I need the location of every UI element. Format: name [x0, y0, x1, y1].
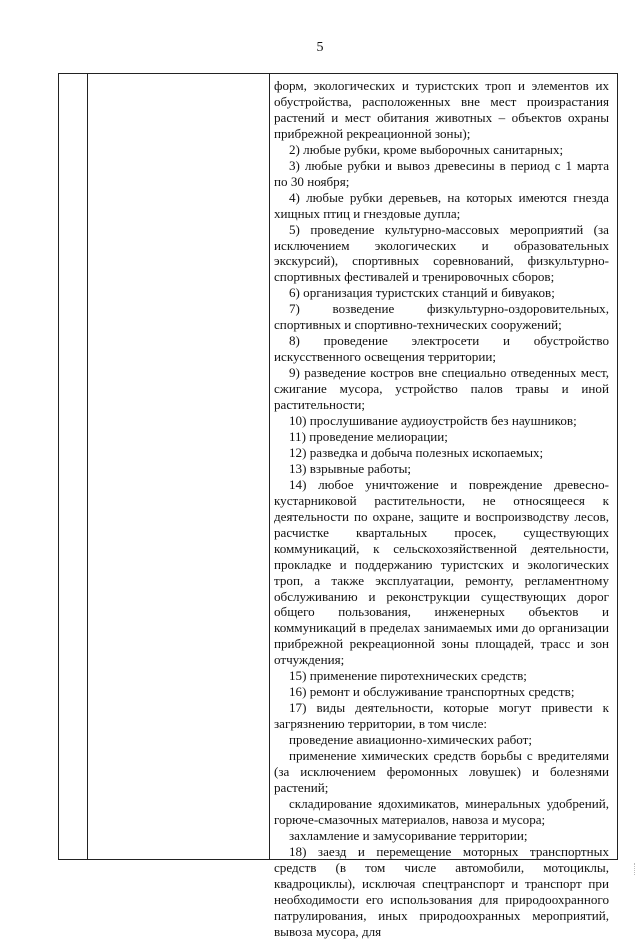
restriction-paragraph: 8) проведение электросети и обустройство искусственного освещения территории;	[274, 333, 609, 365]
restriction-paragraph: 7) возведение физкультурно-оздоровительных, спортивных и спортивно-технических сооружений;	[274, 301, 609, 333]
column-divider-2	[269, 74, 270, 859]
restriction-paragraph: 15) применение пиротехнических средств;	[289, 668, 527, 684]
restriction-paragraph: применение химических средств борьбы с вредителями (за исключением феромонных ловушек) и болезнями растений;	[274, 748, 609, 795]
restriction-paragraph: 5) проведение культурно-массовых мероприятий (за исключением экологических и образовательных экскурсий), спортивных соревнований, физкультурно-спортивных фестивалей и тренировочных сборов;	[274, 221, 609, 285]
restriction-paragraph: 16) ремонт и обслуживание транспортных средств;	[289, 684, 575, 700]
restriction-paragraph: 13) взрывные работы;	[289, 460, 412, 476]
restriction-paragraph: 18) заезд и перемещение моторных транспортных средств (в том числе автомобили, мотоциклы, квадроциклы), исключая спецтранспорт и транспорт при необходимости его использования для природоохранного патрулирования, иных природоохранных мероприятий, вывоза мусора, для	[274, 843, 609, 939]
scan-artifact	[634, 863, 638, 875]
restriction-paragraph: проведение авиационно-химических работ;	[289, 732, 533, 748]
restriction-paragraph: форм, экологических и туристских троп и элементов их обустройства, расположенных вне мест произрастания растений и мест обитания животных – объектов охраны прибрежной рекреационной зоны);	[274, 78, 609, 141]
restriction-paragraph: 6) организация туристских станций и бивуаков;	[289, 285, 555, 301]
restriction-paragraph: 4) любые рубки деревьев, на которых имеются гнезда хищных птиц и гнездовые дупла;	[274, 189, 609, 221]
restriction-paragraph: 3) любые рубки и вывоз древесины в период с 1 марта по 30 ноября;	[274, 157, 609, 189]
restriction-paragraph: 12) разведка и добыча полезных ископаемых;	[289, 444, 544, 460]
restriction-paragraph: захламление и замусоривание территории;	[289, 827, 528, 843]
restriction-paragraph: 14) любое уничтожение и повреждение древесно-кустарниковой растительности, не относящееся к деятельности по охране, защите и воспроизводству лесов, расчистке квартальных просек, существующих коммуникаций, к сельскохозяйственной деятельности, прокладке и поддержанию туристских и экологических троп, а также эксплуатации, ремонту, регламентному обслуживанию и реконструкции существующих дорог общего пользования, инженерных объектов и коммуникаций в пределах занимаемых ими до организации прибрежной рекреационной зоны площадей, трасс и зон отчуждения;	[274, 476, 609, 668]
restrictions-text-column	[274, 78, 609, 939]
restriction-paragraph: 10) прослушивание аудиоустройств без наушников;	[289, 413, 577, 429]
restriction-paragraph: складирование ядохимикатов, минеральных удобрений, горюче-смазочных материалов, навоза и мусора;	[274, 795, 609, 827]
restriction-paragraph: 17) виды деятельности, которые могут привести к загрязнению территории, в том числе:	[274, 700, 609, 732]
restriction-paragraph: 9) разведение костров вне специально отведенных мест, сжигание мусора, устройство палов травы и иной растительности;	[274, 365, 609, 413]
regulation-table	[58, 73, 618, 939]
page-number: 5	[316, 40, 324, 55]
restriction-paragraph: 11) проведение мелиорации;	[289, 428, 448, 444]
column-divider-1	[87, 74, 88, 859]
restriction-paragraph: 2) любые рубки, кроме выборочных санитарных;	[289, 141, 564, 157]
